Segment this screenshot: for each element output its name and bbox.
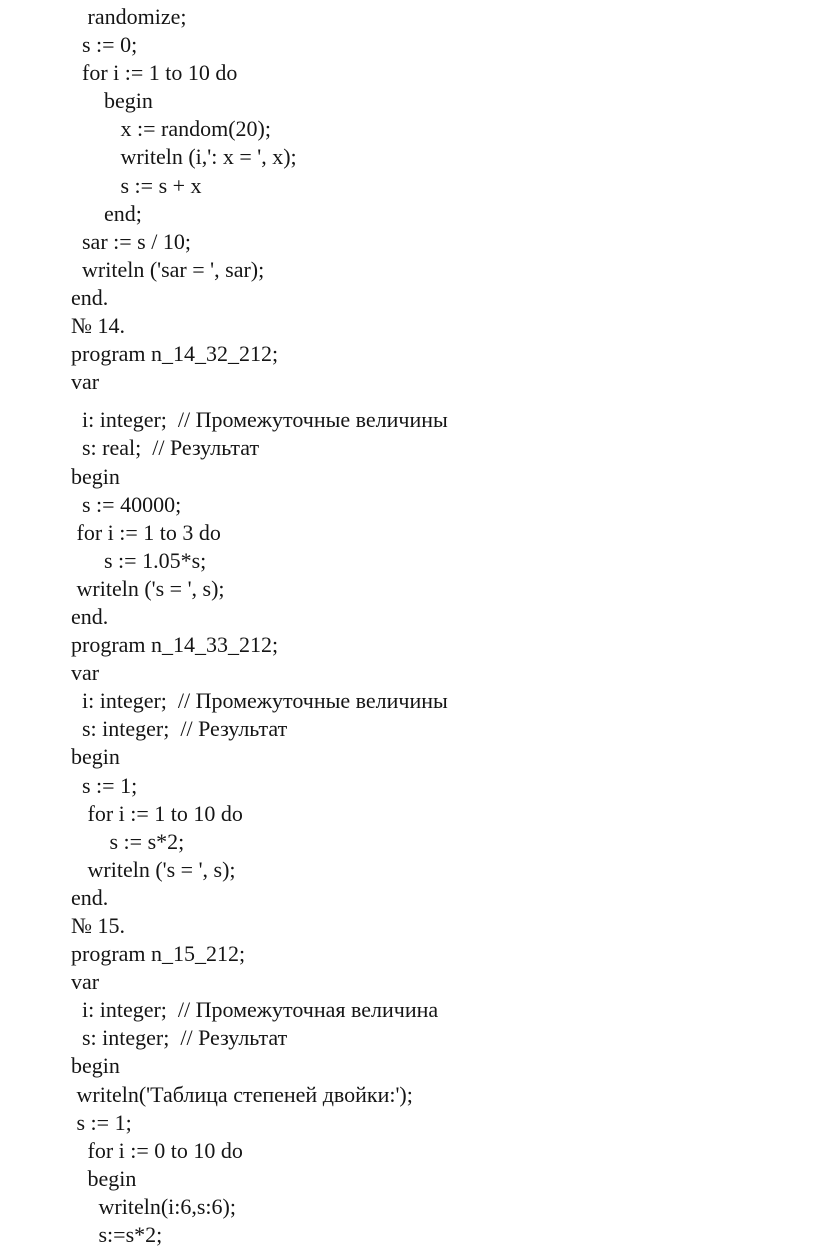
code-line: var (71, 369, 100, 395)
code-line: i: integer; // Промежуточная величина (71, 997, 439, 1023)
code-line: begin (71, 88, 153, 114)
code-line: s: real; // Результат (71, 435, 260, 461)
section-number: № 15. (71, 913, 125, 938)
code-line: writeln ('s = ', s); (71, 856, 236, 882)
code-line: begin (71, 744, 120, 770)
code-line: s := 1; (71, 1109, 132, 1135)
code-line: program n_14_32_212; (71, 341, 279, 367)
code-line: for i := 1 to 3 do (71, 519, 221, 545)
code-line: s := 0; (71, 32, 138, 58)
code-line: randomize; (71, 4, 187, 29)
code-line: end. (71, 284, 109, 310)
code-line: s: integer; // Результат (71, 1025, 288, 1051)
code-line: begin (71, 463, 120, 489)
code-line: sar := s / 10; (71, 228, 191, 254)
code-line: x := random(20); (71, 116, 271, 142)
code-line: writeln ('sar = ', sar); (71, 256, 265, 282)
code-line: writeln(i:6,s:6); (71, 1193, 236, 1219)
code-line: writeln('Таблица степеней двойки:'); (71, 1081, 413, 1107)
code-line: i: integer; // Промежуточные величины (71, 688, 448, 714)
code-line: program n_14_33_212; (71, 632, 279, 658)
code-line: i: integer; // Промежуточные величины (71, 407, 448, 433)
code-line: end; (71, 200, 142, 226)
code-line: end. (71, 603, 109, 629)
code-line: var (71, 660, 100, 686)
code-line: end. (71, 884, 109, 910)
code-line: var (71, 969, 100, 995)
code-line: s := 1; (71, 772, 138, 798)
code-line: s:=s*2; (71, 1222, 163, 1248)
code-line: begin (71, 1165, 137, 1191)
section-number: № 14. (71, 313, 125, 339)
code-line: for i := 0 to 10 do (71, 1137, 243, 1163)
code-line: s := 1.05*s; (71, 547, 207, 573)
code-line: writeln ('s = ', s); (71, 575, 225, 601)
code-line: for i := 1 to 10 do (71, 60, 238, 86)
code-line: writeln (i,': x = ', x); (71, 144, 297, 170)
code-line: program n_15_212; (71, 941, 246, 967)
code-line: for i := 1 to 10 do (71, 800, 243, 826)
code-line: s: integer; // Результат (71, 716, 288, 742)
code-line: s := s*2; (71, 828, 185, 854)
code-line: begin (71, 1053, 120, 1079)
code-line: s := 40000; (71, 491, 182, 517)
code-line: s := s + x (71, 172, 202, 198)
